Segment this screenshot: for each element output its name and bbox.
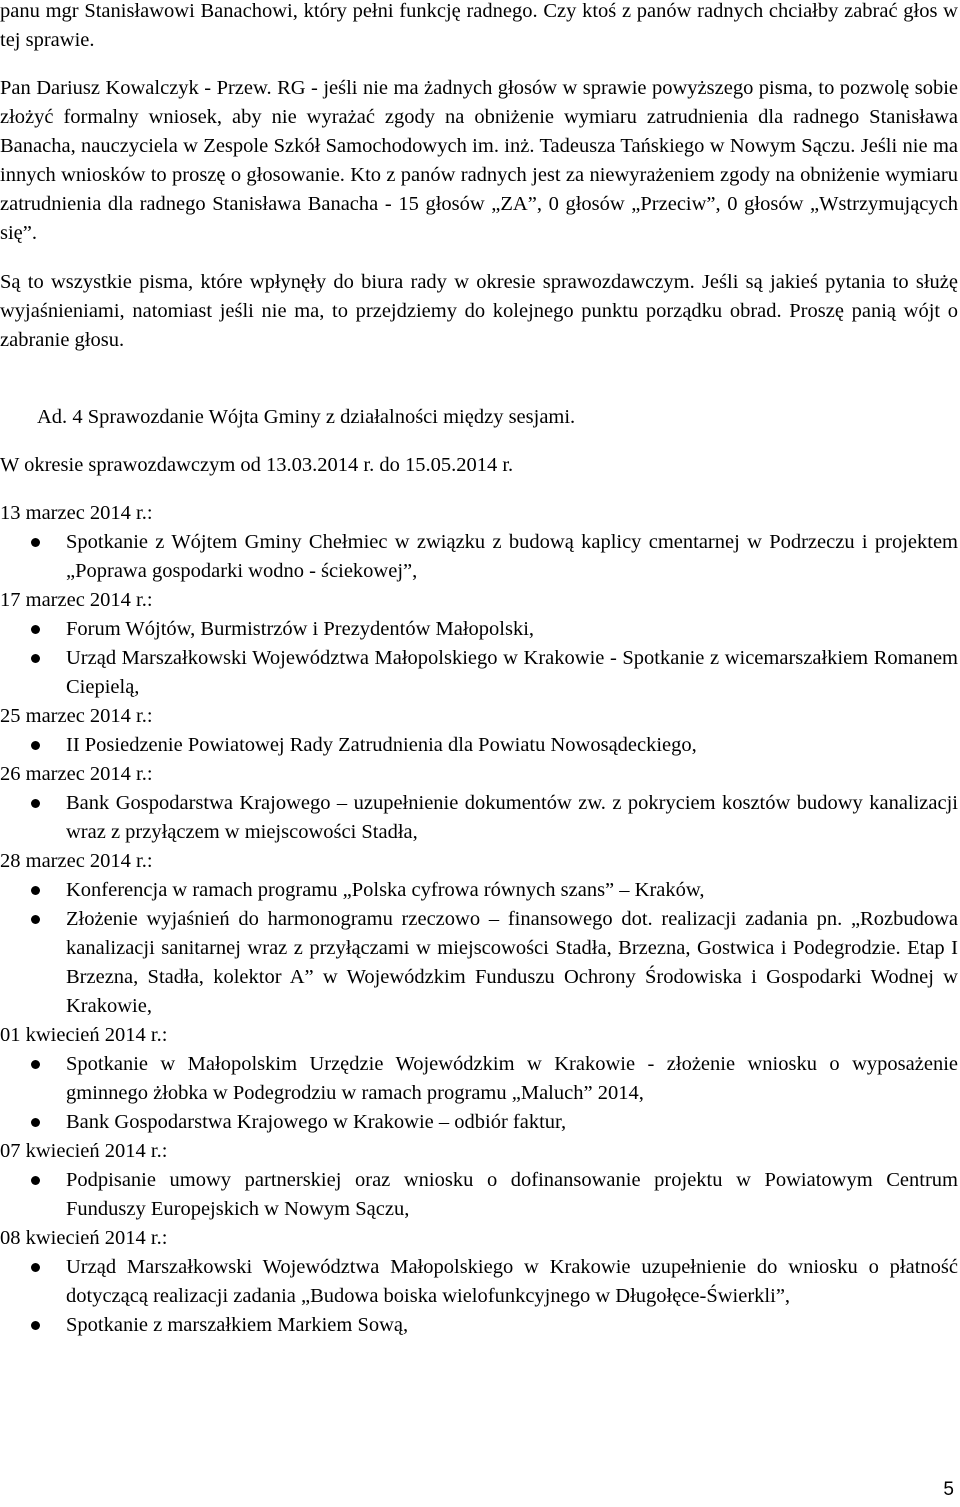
- entry-items: [0, 1050, 958, 1137]
- entry-date: 08 kwiecień 2014 r.:: [0, 1227, 168, 1249]
- entry-date: 01 kwiecień 2014 r.:: [0, 1024, 168, 1046]
- list-item: Konferencja w ramach programu „Polska cyfrowa równych szans” – Kraków,: [0, 876, 958, 905]
- entry-date: 26 marzec 2014 r.:: [0, 763, 153, 785]
- agenda-title: Sprawozdanie Wójta Gminy z działalności między sesjami.: [87, 406, 576, 428]
- agenda-number: 4: [72, 406, 83, 428]
- entry-items: [0, 731, 958, 760]
- entry-date: 17 marzec 2014 r.:: [0, 589, 153, 611]
- agenda-prefix: Ad.: [37, 406, 68, 428]
- agenda-heading: [0, 403, 958, 432]
- entry-date: 07 kwiecień 2014 r.:: [0, 1140, 168, 1162]
- list-item: Podpisanie umowy partnerskiej oraz wniosku o dofinansowanie projektu w Powiatowym Centrum Funduszy Europejskich w Nowym Sączu,: [0, 1166, 958, 1224]
- entry-items: [0, 1166, 958, 1224]
- entry-items: [0, 615, 958, 702]
- list-item: Spotkanie z Wójtem Gminy Chełmiec w związku z budową kaplicy cmentarnej w Podrzeczu i projektem „Poprawa gospodarki wodno - ściekowej”,: [0, 528, 958, 586]
- list-item: Urząd Marszałkowski Województwa Małopolskiego w Krakowie - Spotkanie z wicemarszałkiem Romanem Ciepielą,: [0, 644, 958, 702]
- list-item: Bank Gospodarstwa Krajowego – uzupełnienie dokumentów zw. z pokryciem kosztów budowy kanalizacji wraz z przyłączem w miejscowości Stadła,: [0, 789, 958, 847]
- list-item: Złożenie wyjaśnień do harmonogramu rzeczowo – finansowego dot. realizacji zadania pn. „Rozbudowa kanalizacji sanitarnej wraz z przyłączami w miejscowości Stadła, Brzezna, Gostwica i Podegrodzie. Etap I Brzezna, Stadła, kolektor A” w Wojewódzkim Funduszu Ochrony Środowiska i Gospodarki Wodnej w Krakowie,: [0, 905, 958, 1021]
- entry-date: 13 marzec 2014 r.:: [0, 502, 153, 524]
- entry-date: 25 marzec 2014 r.:: [0, 705, 153, 727]
- page-number: 5: [943, 1479, 954, 1500]
- list-item: Forum Wójtów, Burmistrzów i Prezydentów Małopolski,: [0, 615, 958, 644]
- entry-items: [0, 528, 958, 586]
- reporting-period: W okresie sprawozdawczym od 13.03.2014 r. do 15.05.2014 r.: [0, 454, 514, 476]
- list-item: Urząd Marszałkowski Województwa Małopolskiego w Krakowie uzupełnienie do wniosku o płatność dotyczącą realizacji zadania „Budowa boiska wielofunkcyjnego w Długołęce-Świerkli”,: [0, 1253, 958, 1311]
- list-item: Bank Gospodarstwa Krajowego w Krakowie – odbiór faktur,: [0, 1108, 958, 1137]
- intro-paragraph-1: panu mgr Stanisławowi Banachowi, który pełni funkcję radnego. Czy ktoś z panów radnych chciałby zabrać głos w tej sprawie.: [0, 0, 958, 51]
- entry-items: [0, 876, 958, 1021]
- list-item: II Posiedzenie Powiatowej Rady Zatrudnienia dla Powiatu Nowosądeckiego,: [0, 731, 958, 760]
- list-item: Spotkanie z marszałkiem Markiem Sową,: [0, 1311, 958, 1340]
- entry-list: [0, 499, 958, 1340]
- intro-paragraph-3: Są to wszystkie pisma, które wpłynęły do biura rady w okresie sprawozdawczym. Jeśli są jakieś pytania to służę wyjaśnieniami, natomiast jeśli nie ma, to przejdziemy do kolejnego punktu porządku obrad. Proszę panią wójt o zabranie głosu.: [0, 271, 958, 351]
- intro-paragraph-2: Pan Dariusz Kowalczyk - Przew. RG - jeśli nie ma żadnych głosów w sprawie powyższego pisma, to pozwolę sobie złożyć formalny wniosek, aby nie wyrażać zgody na obniżenie wymiaru zatrudnienia dla radnego Stanisława Banacha, nauczyciela w Zespole Szkół Samochodowych im. inż. Tadeusza Tańskiego w Nowym Sączu. Jeśli nie ma innych wniosków to proszę o głosowanie. Kto z panów radnych jest za niewyrażeniem zgody na obniżenie wymiaru zatrudnienia dla radnego Stanisława Banacha - 15 głosów „ZA”, 0 głosów „Przeciw”, 0 głosów „Wstrzymujących się”.: [0, 77, 958, 244]
- entry-items: [0, 789, 958, 847]
- list-item: Spotkanie w Małopolskim Urzędzie Wojewódzkim w Krakowie - złożenie wniosku o wyposażenie gminnego żłobka w Podegrodziu w ramach programu „Maluch” 2014,: [0, 1050, 958, 1108]
- entry-items: [0, 1253, 958, 1340]
- entry-date: 28 marzec 2014 r.:: [0, 850, 153, 872]
